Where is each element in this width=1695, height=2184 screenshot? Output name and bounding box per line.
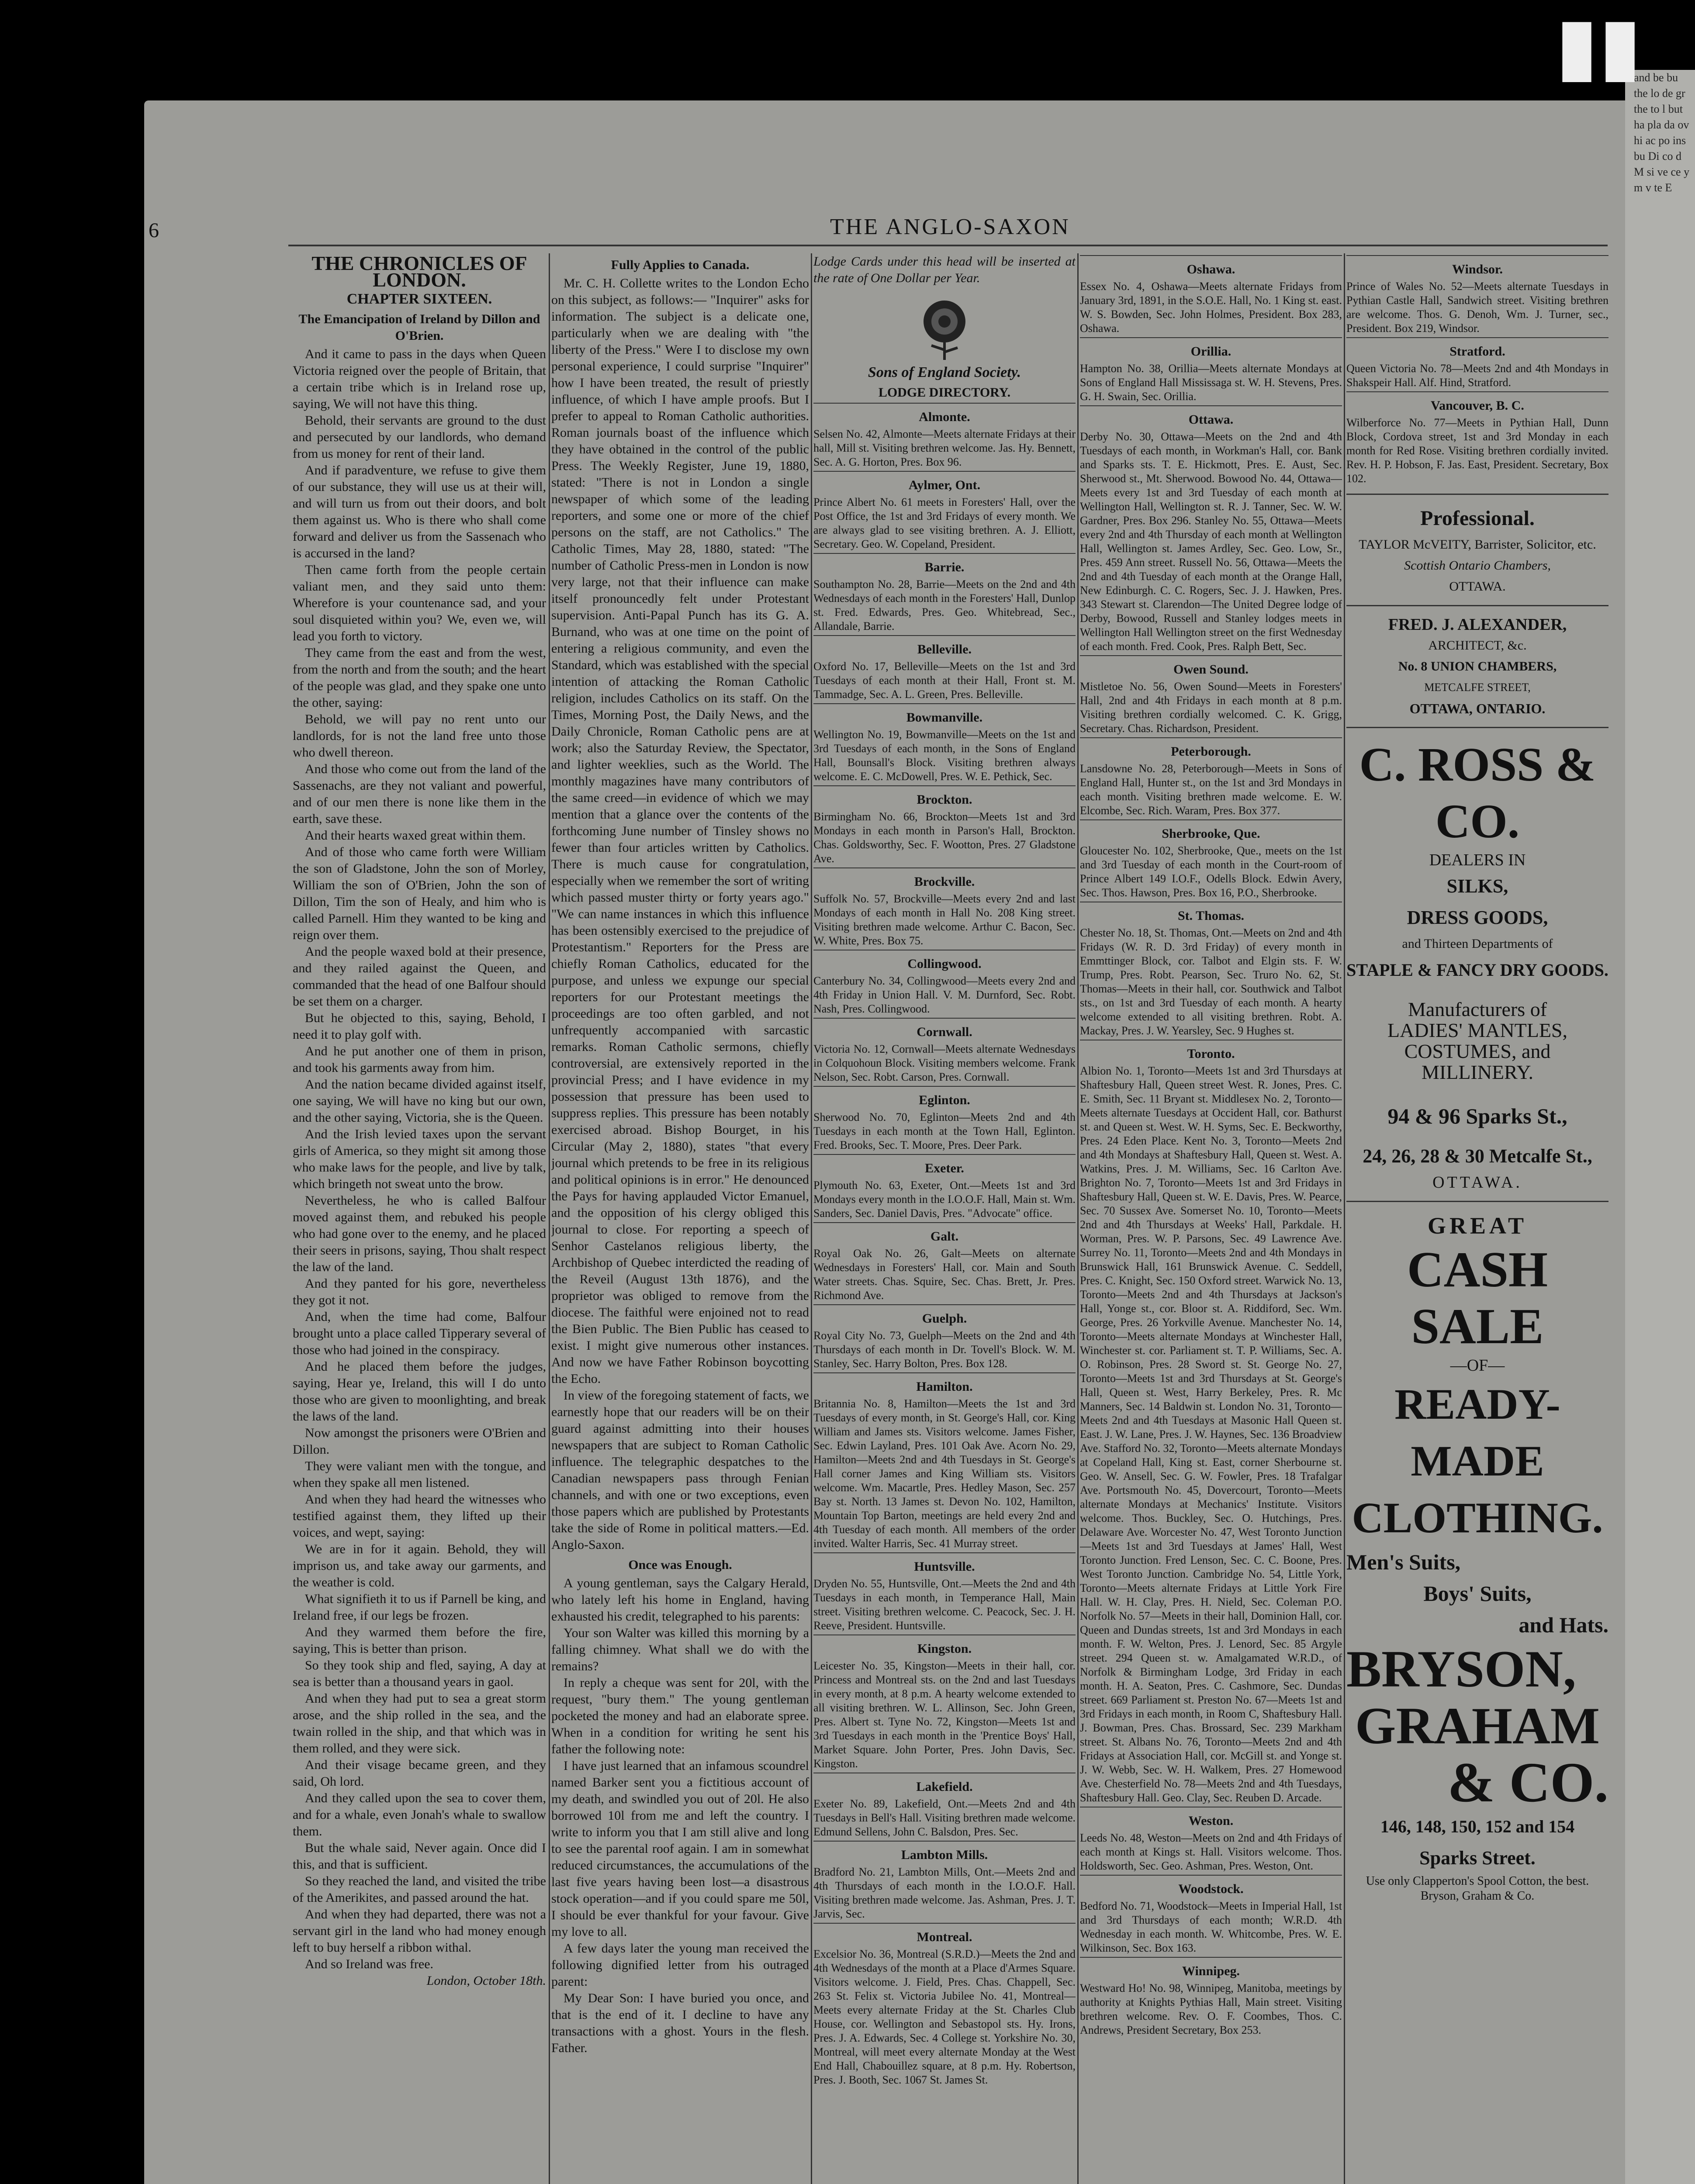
paragraph: A few days later the young man received the following dignified letter from his outraged parent: <box>551 1941 809 1989</box>
lodge-place: Lambton Mills. <box>901 1848 988 1862</box>
paragraph: And their hearts waxed great within them. <box>305 828 526 843</box>
lodge-entry <box>1080 405 1342 653</box>
lodge-place: Aylmer, Ont. <box>908 478 981 492</box>
article-title: THE CHRONICLES OF LONDON. <box>311 253 527 291</box>
paragraph: They came from the east and from the west, from the north and from the south; and the heart of the people was glad, and they spake one unto the other, saying: <box>293 646 546 710</box>
lodge-place: Owen Sound. <box>1173 662 1249 677</box>
lodge-text: Albion No. 1, Toronto—Meets 1st and 3rd Thursdays at Shaftesbury Hall, Queen street West. R. Jones, Pres. C. E. Smith, Sec. 11 Bryant st. Middlesex No. 2, Toronto—Meets alternate Tuesdays at Occident Hall, cor. Bathurst st. and Queen st. West. W. H. Syms, Sec. E. Beckworthy, Pres. 24 Eden Place. Kent No. 3, Toronto—Meets 2nd and 4th Mondays at Shaftesbury Hall, Queen st. West. A. Watkins, Pres. J. M. Williams, Sec. 16 Carlton Ave. Brighton No. 7, Toronto—Meets 1st and 3rd Fridays in Shaftesbury Hall, Queen st. W. E. Davis, Pres. W. Pearce, Sec. 70 Sussex Ave. Somerset No. 10, Toronto—Meets 2nd and 4th Thursdays at Weeks' Hall, Parkdale. H. Worman, Pres. W. P. Parsons, Sec. 49 Lawrence Ave. Surrey No. 11, Toronto—Meets 2nd and 4th Mondays in Brunswick Hall, 161 Brunswick Avenue. C. Seddell, Pres. C. Knight, Sec. 150 Oxford street. Warwick No. 13, Toronto—Meets 2nd and 4th Thursdays at Jackson's Hall, Yonge st., cor. Bloor st. A. Riddiford, Sec. Wm. George, Pres. 26 Yorkville Avenue. Manchester No. 14, Toronto—Meets alternate Mondays at Winchester Hall, Winchester st. cor. Parliament st. T. P. Williams, Sec. A. O. Robinson, Pres. 28 Sword st. St. George No. 27, Toronto—Meets 1st and 3rd Thursdays at St. George's Hall, Queen st. West, Harry Berkeley, Pres. R. Mc Manners, Sec. 14 Baldwin st. London No. 31, Toronto—Meets 2nd and 4th Tuesdays at Masonic Hall Queen st. East. J. W. Lane, Pres. J. W. Haynes, Sec. 136 Broadview Ave. Stafford No. 32, Toronto—Meets alternate Mondays at Copeland Hall, King st. East, corner Sherbourne st. Geo. W. Ansell, Sec. G. W. Fowler, Pres. 18 Trafalgar Ave. Portsmouth No. 45, Dovercourt, Toronto—Meets alternate Mondays at Mechanics' Institute. Visitors welcome. Thos. Buckley, Sec. O. Hutchings, Pres. Delaware Ave. Worcester No. 47, West Toronto Junction—Meets 1st and 3rd Tuesdays at James' Hall, West Toronto Junction. Fred Lenson, Sec. C. C. Boone, Pres. West Toronto Junction. Cambridge No. 54, Little York, Toronto—Meets alternate Fridays at Little York Fire Hall. W. H. Clay, Pres. H. Nield, Sec. Coleman P.O. Norfolk No. 57—Meets in their hall, Dominion Hall, cor. Queen and Dundas streets, 1st and 3rd Mondays in each month. F. W. Welton, Pres. J. Lenord, Sec. 85 Argyle street. 294 Queen st. w. Amalgamated W.R.D., of Norfolk & Birmingham Lodge, 3rd Friday in each month. H. A. Seaton, Pres. C. Cashmore, Sec. Dundas street. 669 Parliament st. Preston No. 67—Meets 1st and 3rd Fridays in each month, in Room C, Shaftesbury Hall. J. Bowman, Pres. Chas. Brossard, Sec. 239 Markham street. St. Albans No. 76, Toronto—Meets 2nd and 4th Fridays at Association Hall, cor. McGill st. and Yonge st. J. W. Webb, Sec. W. H. Walkem, Pres. 27 Homewood Ave. Chesterfield No. 78—Meets 2nd and 4th Tuesdays, Shaftesbury Hall. Geo. Clay, Sec. Reuben D. Arcade. <box>1080 1064 1342 1804</box>
paragraph: In reply a cheque was sent for 20l, with the request, "bury them." The young gentleman pocketed the money and had an elaborate spree. When in a condition for writing he sent his father the following note: <box>551 1676 809 1756</box>
column-editorial <box>551 253 809 2184</box>
lodge-place: Eglinton. <box>919 1093 970 1107</box>
ross-mfr: Manufacturers of <box>1408 998 1547 1020</box>
column-rule <box>1344 253 1345 2184</box>
lodge-place: Woodstock. <box>1178 1882 1244 1896</box>
paragraph: They were valiant men with the tongue, and when they spake all men listened. <box>293 1459 546 1490</box>
lodge-entry <box>1080 1875 1342 1955</box>
lodge-text: Essex No. 4, Oshawa—Meets alternate Fridays from January 3rd, 1891, in the S.O.E. Hall, No. 1 King st. east. W. S. Bowden, Sec. John Holmes, President. Box 283, Oshawa. <box>1080 280 1342 335</box>
lodge-place: Orillia. <box>1190 344 1231 359</box>
ross-dress: DRESS GOODS, <box>1407 907 1548 928</box>
bryson-boys: Boys' Suits, <box>1423 1581 1532 1606</box>
bryson-great: GREAT <box>1427 1213 1528 1239</box>
lodge-place: Stratford. <box>1449 344 1505 359</box>
lodge-entry <box>813 1841 1076 1921</box>
lodge-entry <box>813 1018 1076 1084</box>
page-number: 6 <box>149 219 159 242</box>
lodge-entry <box>813 553 1076 633</box>
paragraph: In view of the foregoing statement of facts, we earnestly hope that our readers will be on their guard against admitting into their houses newspapers that are subject to Roman Catholic influence. The telegraphic despatches to the Canadian newspapers pass through Fenian channels, and with one or two exceptions, even those papers which are published by Protestants take the side of Rome in political matters.—Ed. Anglo-Saxon. <box>551 1388 809 1552</box>
rose-emblem-icon <box>914 295 975 361</box>
lodge-text: Birmingham No. 66, Brockton—Meets 1st and 3rd Mondays in each month in Parson's Hall, Brockton. Chas. Goldsworthy, Sec. F. Wootton, Pres. 27 Gladstone Ave. <box>813 810 1076 865</box>
lodge-entry <box>813 867 1076 948</box>
lodge-place: Vancouver, B. C. <box>1431 398 1524 413</box>
divider <box>1346 494 1609 495</box>
lodge-entry <box>813 635 1076 702</box>
architect-address: No. 8 UNION CHAMBERS, <box>1398 659 1557 674</box>
bryson-street: Sparks Street. <box>1419 1847 1536 1869</box>
lodge-text: Wellington No. 19, Bowmanville—Meets on the 1st and 3rd Tuesdays of each month, in the Sons of England Hall, Bounsall's Block. Visiting brethren always welcome. E. C. McDowell, Pres. W. E. Pethick, Sec. <box>813 728 1076 783</box>
paragraph: And when they had departed, there was not a servant girl in the land who had money enough left to buy herself a ribbon withal. <box>293 1907 546 1955</box>
lodge-place: Montreal. <box>917 1930 972 1944</box>
lodge-place: Lakefield. <box>916 1780 973 1794</box>
lodge-place: Oshawa. <box>1186 262 1235 276</box>
column-chronicles <box>293 253 546 2184</box>
bryson-address: 146, 148, 150, 152 and 154 <box>1380 1817 1575 1836</box>
divider <box>1346 605 1609 606</box>
lodge-entry <box>1080 1040 1342 1805</box>
lodge-text: Hampton No. 38, Orillia—Meets alternate Mondays at Sons of England Hall Mississaga st. W. H. Stevens, Pres. G. H. Swain, Sec. Orillia. <box>1080 362 1342 403</box>
lodge-entry <box>813 1304 1076 1371</box>
paragraph: And of those who came forth were William the son of Gladstone, John the son of Morley, William the son of O'Brien, John the son of Dillon, Tim the son of Healy, and him who is called Parnell. Him they wanted to be king and reign over them. <box>293 845 546 942</box>
bryson-name-1: BRYSON, <box>1346 1640 1576 1698</box>
lodge-entry <box>813 1372 1076 1551</box>
paragraph: And the Irish levied taxes upon the servant girls of America, so they might sit among those who make laws for the people, and live by talk, which bringeth not sweat unto the brow. <box>293 1127 546 1191</box>
professional-card: TAYLOR McVEITY, Barrister, Solicitor, etc. <box>1359 537 1596 552</box>
lodge-place: Almonte. <box>919 410 970 424</box>
lodge-place: Barrie. <box>924 560 965 574</box>
lodge-entry <box>813 1154 1076 1220</box>
paragraph: We are in for it again. Behold, they will imprison us, and take away our garments, and the weather is cold. <box>293 1542 546 1590</box>
lodge-list <box>813 403 1076 2087</box>
ross-address-2: 24, 26, 28 & 30 Metcalfe St., <box>1363 1145 1592 1167</box>
column-rule <box>811 253 812 2184</box>
lodge-entry <box>1080 337 1342 404</box>
article-title-2: Once was Enough. <box>628 1558 732 1572</box>
bryson-note: Use only Clapperton's Spool Cotton, the best. Bryson, Graham & Co. <box>1366 1874 1589 1903</box>
bryson-mens: Men's Suits, <box>1346 1550 1461 1574</box>
paragraph: And when they had put to sea a great storm arose, and the ship rolled in the sea, and the twain rolled in the ship, and that which was in them rolled, and they were sick. <box>293 1691 546 1755</box>
lodge-entry <box>813 785 1076 866</box>
ross-name: C. ROSS & CO. <box>1359 738 1596 848</box>
bryson-of: —OF— <box>1450 1356 1505 1375</box>
header-rule <box>288 245 1608 246</box>
paragraph: And, when the time had come, Balfour brought unto a place called Tipperary several of those who had joined in the conspiracy. <box>293 1310 546 1357</box>
lodge-text: Prince of Wales No. 52—Meets alternate Tuesdays in Pythian Castle Hall, Sandwich street. Visiting brethren are welcome. Thos. G. Denoh, Wm. J. Turner, sec., President. Box 219, Windsor. <box>1346 280 1609 335</box>
paragraph: And they panted for his gore, nevertheless they got it not. <box>293 1276 546 1307</box>
lodge-place: Exeter. <box>925 1161 964 1175</box>
paragraph: So they took ship and fled, saying, A day at sea is better than a thousand years in gaol. <box>293 1658 546 1689</box>
lodge-text: Prince Albert No. 61 meets in Foresters' Hall, over the Post Office, the 1st and 3rd Fridays of every month. We are always glad to see visiting brethren. A. J. Elliott, Secretary. Geo. W. Copeland, President. <box>813 496 1076 550</box>
paragraph: Then came forth from the people certain valiant men, and they said unto them: Wherefore is your countenance sad, and your soul disquieted within you? We, even we, will lead you forth to victory. <box>293 563 546 643</box>
paragraph: So they reached the land, and visited the tribe of the Amerikites, and passed around the hat. <box>293 1874 546 1905</box>
paragraph: And their visage became green, and they said, Oh lord. <box>293 1758 546 1789</box>
lodge-place: Huntsville. <box>914 1559 975 1574</box>
lodge-place: Weston. <box>1188 1814 1234 1828</box>
adjacent-page-edge <box>1625 70 1695 2184</box>
lodge-text: Lansdowne No. 28, Peterborough—Meets in Sons of England Hall, Hunter st., on the 1st and 3rd Mondays in each month. Visiting brethren made welcome. E. W. Elcombe, Sec. Rich. Waram, Pres. Box 377. <box>1080 762 1342 817</box>
article-body-2 <box>551 1575 809 2056</box>
article-body <box>551 275 809 1553</box>
lodge-place: Windsor. <box>1452 262 1503 276</box>
ross-depts: and Thirteen Departments of <box>1402 936 1553 951</box>
lodge-entry <box>813 1635 1076 1771</box>
lodge-text: Royal Oak No. 26, Galt—Meets on alternate Wednesdays in Foresters' Hall, cor. Main and South Water streets. Chas. Squire, Sec. Chas. Brett, Jr. Pres. Richmond Ave. <box>813 1247 1076 1302</box>
lodge-entry <box>1080 737 1342 818</box>
film-marks: ▮▮ <box>1555 0 1642 91</box>
ross-city: OTTAWA. <box>1432 1173 1522 1192</box>
ross-address-1: 94 & 96 Sparks St., <box>1387 1104 1567 1128</box>
lodge-text: Bedford No. 71, Woodstock—Meets in Imperial Hall, 1st and 3rd Thursdays of each month; W.R.D. 4th Wednesday in each month. W. Whitcombe, Pres. W. E. Wilkinson, Sec. Box 163. <box>1080 1900 1342 1954</box>
lodge-entry <box>1080 902 1342 1038</box>
masthead: THE ANGLO-SAXON <box>830 214 1070 239</box>
column-rule <box>1077 253 1079 2184</box>
lodge-entry <box>813 703 1076 784</box>
lodge-text: Wilberforce No. 77—Meets in Pythian Hall, Dunn Block, Cordova street, 1st and 3rd Monday in each month for Red Rose. Visiting brethren cordially invited. Rev. H. P. Hobson, F. Jas. East, President. Secretary, Box 102. <box>1346 416 1609 485</box>
lodge-text: Royal City No. 73, Guelph—Meets on the 2nd and 4th Thursdays of each month in Dr. Tovell's Block. W. M. Stanley, Sec. Harry Bolton, Pres. Box 128. <box>813 1329 1076 1370</box>
lodge-entry <box>813 1086 1076 1152</box>
divider <box>1346 727 1609 728</box>
lodge-text: Bradford No. 21, Lambton Mills, Ont.—Meets 2nd and 4th Thursdays of each month in the I.O.O.F. Hall. Visiting brethren made welcome. Jas. Ashman, Pres. J. T. Jarvis, Sec. <box>813 1866 1076 1920</box>
ross-dealers: DEALERS IN <box>1429 851 1526 869</box>
lodge-text: Canterbury No. 34, Collingwood—Meets every 2nd and 4th Friday in Union Hall. V. M. Durnford, Sec. Robt. Nash, Pres. Collingwood. <box>813 975 1076 1015</box>
lodge-place: Winnipeg. <box>1182 1964 1240 1978</box>
paragraph: Nevertheless, he who is called Balfour moved against them, and rebuked his people who had gone over to the enemy, and he placed their seers in prisons, saying, Thou shalt respect the law of the land. <box>293 1193 546 1274</box>
ross-mantles: LADIES' MANTLES, <box>1387 1019 1568 1041</box>
article-title: Fully Applies to Canada. <box>611 258 750 272</box>
lodge-text: Leicester No. 35, Kingston—Meets in their hall, cor. Princess and Montreal sts. on the 2nd and last Tuesdays in every month, at 8 p.m. A hearty welcome extended to all visiting brethren. W. L. Allinson, Sec. John Green, Pres. Albert st. Tyne No. 72, Kingston—Meets 1st and 3rd Tuesdays in each month in the 'Prentice Boys' Hall, Market Square. John Porter, Pres. John Davis, Sec. Kingston. <box>813 1659 1076 1770</box>
professional-card-line: Scottish Ontario Chambers, <box>1404 558 1551 573</box>
lodge-text: Oxford No. 17, Belleville—Meets on the 1st and 3rd Tuesdays of each month at their Hall, Front st. M. Tammadge, Sec. A. L. Green, Pres. Belleville. <box>813 660 1076 701</box>
lodge-place: Collingwood. <box>907 957 982 971</box>
lodge-text: Leeds No. 48, Weston—Meets on 2nd and 4th Fridays of each month at Kings st. Hall. Visitors welcome. Thos. Holdsworth, Sec. Geo. Ashman, Pres. Weston, Ont. <box>1080 1832 1342 1872</box>
lodge-entry <box>1080 1957 1342 2037</box>
paragraph: And if paradventure, we refuse to give them of our substance, they will use us at their will, and will turn us from out their doors, and bolt them against us. Who is there who shall come forward and deliver us from the Sassenach who is accursed in the land? <box>293 463 546 560</box>
ross-staple: STAPLE & FANCY DRY GOODS. <box>1346 960 1609 980</box>
column-lodge-directory-2 <box>1080 253 1342 2184</box>
column-lodge-directory <box>813 253 1076 2184</box>
ross-silks: SILKS, <box>1446 875 1508 897</box>
lodge-text: Dryden No. 55, Huntsville, Ont.—Meets the 2nd and 4th Tuesdays in each month, in Temperance Hall, Main street. Visiting brethren welcome. C. Peacock, Sec. J. H. Reeve, President. Huntsville. <box>813 1577 1076 1632</box>
ross-millinery: MILLINERY. <box>1422 1061 1533 1083</box>
paragraph: What signifieth it to us if Parnell be king, and Ireland free, if our legs be frozen. <box>293 1592 546 1623</box>
lodge-place: Toronto. <box>1187 1047 1235 1061</box>
paragraph: And it came to pass in the days when Queen Victoria reigned over the people of Britain, that a certain tribe which is in Ireland rose up, saying, We will not have this thing. <box>293 347 546 411</box>
lodge-entry <box>1346 337 1609 390</box>
professional-card-line: OTTAWA. <box>1449 579 1506 594</box>
lodge-entry <box>1346 255 1609 335</box>
lodge-place: Brockville. <box>914 874 975 889</box>
article-subtitle: The Emancipation of Ireland by Dillon and O'Brien. <box>298 312 540 343</box>
paragraph: And he put another one of them in prison, and took his garments away from him. <box>293 1044 546 1075</box>
lodge-text: Chester No. 18, St. Thomas, Ont.—Meets on 2nd and 4th Fridays (W. R. D. 3rd Friday) of every month in Emmttinger Block, cor. Talbot and Elgin sts. F. W. Trump, Pres. Robt. Pearson, Sec. Truro No. 62, St. Thomas—Meets in their hall, cor. Southwick and Talbot sts., on 1st and 3rd Tuesday of each month. A hearty welcome extended to all visiting brethren. Robt. A. Mackay, Pres. J. W. Yearsley, Sec. 9 Hughes st. <box>1080 926 1342 1037</box>
paragraph: A young gentleman, says the Calgary Herald, who lately left his home in England, having exhausted his credit, telegraphed to his parents: <box>551 1576 809 1624</box>
lodge-text: Gloucester No. 102, Sherbrooke, Que., meets on the 1st and 3rd Tuesday of each month in the Court-room of Prince Albert 149 I.O.F., Odells Block. Edwin Avery, Sec. Thos. Hawson, Pres. Box 16, P.O., Sherbrooke. <box>1080 844 1342 899</box>
lodge-entry <box>1080 1807 1342 1873</box>
lodge-text: Sherwood No. 70, Eglinton—Meets 2nd and 4th Tuesdays in each month at the Town Hall, Eglinton. Fred. Brooks, Sec. T. Moore, Pres. Deer Park. <box>813 1111 1076 1151</box>
paragraph: Mr. C. H. Collette writes to the London Echo on this subject, as follows:— "Inquirer" asks for information. The subject is a delicate one, particularly when we are dealing with "the liberty of the Press." Were I to disclose my own personal experience, I could surprise "Inquirer" how I have been treated, the result of priestly influence, of which I have ample proofs. But I prefer to appeal to Roman Catholic authorities. Roman journals boast of the influence which they have obtained in the control of the public Press. The Weekly Register, June 19, 1880, stated: "There is not in London a single newspaper of which some of the leading reporters, and some one or more of the chief persons on the staff, are not Catholics." The Catholic Times, May 28, 1880, stated: "The number of Catholic Press-men in London is now very large, not that their influence can make itself pronouncedly felt under Protestant supervision. Anti-Papal Punch has its G. A. Burnand, who was at one time on the point of entering a religious community, and even the Standard, which was established with the special intention of attacking the Roman Catholic religion, includes Catholics on its staff. On the Times, Morning Post, the Daily News, and the Daily Chronicle, Roman Catholic pens are at work; also the Saturday Review, the Spectator, and lighter weeklies, such as the World. The monthly magazines have many contributors of the same creed—in evidence of which we may mention that a glance over the contents of the forthcoming June number of Tinsley shows no fewer than four articles written by Catholics. There is much cause for congratulation, especially when we remember the sort of writing which passed muster thirty or forty years ago." "We can name instances in which this influence has been ostensibly exercised to the prejudice of Protestantism." Reporters for the Press are chiefly Roman Catholics, educated for the purpose, and unless we expunge our special reporters for our Protestant meetings the proceedings are too often garbled, and not unfrequently accompanied with sarcastic remarks. Roman Catholic sermons, chiefly controversial, are extensively reported in the provincial Press; and I have evidence in my possession that pressure has been used to suppress replies. This pressure has been notably exercised abroad. Bishop Bourget, in his Circular (May 2, 1880), states "that every journal which pretends to be free in its religious and political opinions is in error." He denounced the Pays for having applauded Victor Emanuel, and the opposition of his clergy obliged this journal to close. For reporting a speech of Senhor Castelanos religious liberty, the Archbishop of Quebec interdicted the reading of the Reveil (August 13th 1876), and the proprietor was obliged to remove from the diocese. The faithful were enjoined not to read the Bien Public. The Bien Public has ceased to exist. I might give numerous other instances. And now we have Father Robinson boycotting the Echo. <box>551 276 809 1386</box>
architect-city: OTTAWA, ONTARIO. <box>1409 701 1546 716</box>
paragraph: And they called upon the sea to cover them, and for a whale, even Jonah's whale to swallow them. <box>293 1791 546 1838</box>
lodge-text: Exeter No. 89, Lakefield, Ont.—Meets 2nd and 4th Tuesdays in Bell's Hall. Visiting brethren made welcome. Edmund Sellens, John C. Balsdon, Pres. Sec. <box>813 1797 1076 1838</box>
bryson-ready-made: READY-MADE <box>1394 1380 1560 1485</box>
architect-name: FRED. J. ALEXANDER, <box>1388 615 1567 634</box>
lodge-text: Queen Victoria No. 78—Meets 2nd and 4th Mondays in Shakspeir Hall. Alf. Hind, Stratford. <box>1346 362 1609 389</box>
paragraph: My Dear Son: I have buried you once, and that is the end of it. I decline to have any transactions with a ghost. Yours in the flesh. Father. <box>551 1991 809 2055</box>
lodge-text: Derby No. 30, Ottawa—Meets on the 2nd and 4th Tuesdays of each month, in Workman's Hall, cor. Bank and Sparks sts. T. E. Hickmott, Pres. E. Aust, Sec. Sherwood st., Mt. Sherwood. Bowood No. 44, Ottawa—Meets every 1st and 3rd Tuesday of each month at Wellington Hall, Wellington st. R. J. Tanner, Sec. W. W. Gardner, Pres. Box 296. Stanley No. 55, Ottawa—Meets every 2nd and 4th Thursday of each month at Wellington Hall, Wellington st. James Ardley, Sec. Geo. Low, Sr., Pres. 459 Ann street. Russell No. 56, Ottawa—Meets the 2nd and 4th Tuesday of each month at the Orange Hall, New Edinburgh. C. C. Rogers, Sec. J. J. Hawken, Pres. 343 Stewart st. Clarendon—The United Degree lodge of Derby, Bowood, Russell and Stanley lodges meets in Wellington Hall Wellington street on the first Wednesday of each month. Fred. Cook, Pres. Ralph Bett, Sec. <box>1080 430 1342 653</box>
lodge-text: Selsen No. 42, Almonte—Meets alternate Fridays at their hall, Mill st. Visiting brethren welcome. Jas. Hy. Bennett, Sec. A. G. Horton, Pres. Box 96. <box>813 428 1076 468</box>
lodge-text: Suffolk No. 57, Brockville—Meets every 2nd and last Mondays of each month in Hall No. 208 King street. Visiting brethren made welcome. Arthur C. Bacon, Sec. W. White, Pres. Box 75. <box>813 892 1076 947</box>
paragraph: But he objected to this, saying, Behold, I need it to play golf with. <box>293 1011 546 1042</box>
paragraph: Now amongst the prisoners were O'Brien and Dillon. <box>293 1426 546 1457</box>
lodge-list <box>1346 255 1609 486</box>
lodge-place: Guelph. <box>922 1311 967 1326</box>
lodge-place: Bowmanville. <box>906 710 983 725</box>
lodge-text: Victoria No. 12, Cornwall—Meets alternate Wednesdays in Colquohoun Block. Visiting members welcome. Frank Nelson, Sec. Robt. Carson, Pres. Cornwall. <box>813 1043 1076 1083</box>
architect-street: METCALFE STREET, <box>1424 681 1531 694</box>
directory-heading: LODGE DIRECTORY. <box>878 385 1011 400</box>
bryson-name-2: GRAHAM <box>1355 1697 1600 1755</box>
lodge-place: Peterborough. <box>1171 744 1251 759</box>
paragraph: And those who come out from the land of the Sassenachs, are they not valiant and powerful, and of our men there is none like them in the earth, save these. <box>293 762 546 826</box>
lodge-text: Westward Ho! No. 98, Winnipeg, Manitoba, meetings by authority at Knights Pythias Hall, Main street. Visiting brethren welcome. Rev. O. F. Coombes, Thos. C. Andrews, President Secretary, Box 253. <box>1080 1982 1342 2036</box>
society-name: Sons of England Society. <box>868 364 1021 380</box>
lodge-place: St. Thomas. <box>1178 909 1244 923</box>
paragraph: And the people waxed bold at their presence, and they railed against the Queen, and commanded that the head of one Balfour should be set them on a charger. <box>293 944 546 1009</box>
lodge-entry <box>1346 391 1609 486</box>
lodge-place: Brockton. <box>917 792 972 807</box>
lodge-place: Hamilton. <box>916 1379 973 1394</box>
lodge-entry <box>1080 819 1342 900</box>
lodge-list <box>1080 255 1342 2037</box>
lodge-entry <box>813 403 1076 469</box>
ross-costumes: COSTUMES, and <box>1404 1040 1551 1062</box>
bryson-clothing: CLOTHING. <box>1352 1493 1603 1542</box>
lodge-place: Galt. <box>930 1229 959 1244</box>
lodge-text: Southampton No. 28, Barrie—Meets on the 2nd and 4th Wednesdays of each month in the Foresters' Hall, Dunlop st. Fred. Edwards, Pres. Geo. Whitebread, Sec., Allandale, Barrie. <box>813 578 1076 632</box>
lodge-entry <box>813 950 1076 1016</box>
column-rule <box>549 253 550 2184</box>
paragraph: Behold, their servants are ground to the dust and persecuted by our landlords, who demand from us money for rent of their land. <box>293 413 546 461</box>
lodge-notice: Lodge Cards under this head will be inserted at the rate of One Dollar per Year. <box>813 254 1076 285</box>
paragraph: And so Ireland was free. <box>305 1957 434 1971</box>
lodge-entry <box>1080 255 1342 335</box>
column-advertisements <box>1346 253 1609 2184</box>
paragraph: And they warmed them before the fire, saying, This is better than prison. <box>293 1625 546 1656</box>
lodge-entry <box>1080 655 1342 736</box>
bryson-cash-sale: CASH SALE <box>1407 1242 1548 1355</box>
lodge-text: Mistletoe No. 56, Owen Sound—Meets in Foresters' Hall, 2nd and 4th Fridays in each month at 8 p.m. Visiting brethren cordially welcomed. C. K. Grigg, Secretary. Chas. Richardson, President. <box>1080 680 1342 735</box>
lodge-text: Plymouth No. 63, Exeter, Ont.—Meets 1st and 3rd Mondays every month in the I.O.O.F. Hall, Main st. Wm. Sanders, Sec. Daniel Davis, Pres. "Advocate" office. <box>813 1179 1076 1220</box>
lodge-entry <box>813 1923 1076 2087</box>
lodge-text: Excelsior No. 36, Montreal (S.R.D.)—Meets the 2nd and 4th Wednesdays of the month at a Place d'Armes Square. Visitors welcome. J. Field, Pres. Chas. Chappell, Sec. 263 St. Felix st. Victoria Jubilee No. 41, Montreal—Meets every alternate Friday at the St. Charles Club House, cor. Wellington and Sebastopol sts. Hy. Irons, Pres. J. A. Edwards, Sec. 4 College st. Yorkshire No. 30, Montreal, will meet every alternate Monday at the West End Hall, Chabouillez square, at 8 p.m. Hy. Robertson, Pres. J. Booth, Sec. 1067 St. James St. <box>813 1948 1076 2086</box>
paragraph: And he placed them before the judges, saying, Hear ye, Ireland, this will I do unto those who are given to moonlighting, and break the laws of the land. <box>293 1359 546 1424</box>
lodge-place: Belleville. <box>917 642 972 657</box>
article-signoff: London, October 18th. <box>426 1973 546 1988</box>
paragraph: And the nation became divided against itself, one saying, We will have no king but our own, and the other saying, Victoria, she is the Queen. <box>293 1077 546 1125</box>
architect-role: ARCHITECT, &c. <box>1428 638 1527 653</box>
lodge-entry <box>813 1773 1076 1839</box>
chapter-heading: CHAPTER SIXTEEN. <box>346 291 492 307</box>
divider <box>1346 1201 1609 1202</box>
article-body <box>293 346 546 1973</box>
professional-heading: Professional. <box>1420 507 1535 530</box>
lodge-text: Britannia No. 8, Hamilton—Meets the 1st and 3rd Tuesdays of every month, in St. George's Hall, cor. King William and James sts. Visitors welcome. James Fisher, Sec. Edwin Layland, Pres. 101 Oak Ave. Acorn No. 29, Hamilton—Meets 2nd and 4th Tuesdays in St. George's Hall corner James and King William sts. Visitors welcome. Wm. Macartle, Pres. Hedley Mason, Sec. 257 Bay st. North. 13 James st. Devon No. 102, Hamilton, Mountain Top Barton, meetings are held every 2nd and 4th Tuesday of each month. All members of the order invited. Walter Harris, Sec. 41 Murray street. <box>813 1397 1076 1550</box>
paragraph: But the whale said, Never again. Once did I this, and that is sufficient. <box>293 1841 546 1872</box>
paragraph: And when they had heard the witnesses who testified against them, they lifted up their voices, and wept, saying: <box>293 1492 546 1540</box>
lodge-place: Sherbrooke, Que. <box>1162 826 1260 841</box>
paragraph: Your son Walter was killed this morning by a falling chimney. What shall we do with the remains? <box>551 1626 809 1673</box>
adjacent-page-text: and be bu the lo de gr the to l but ha pla da ov hi ac po ins bu Di co d M si ve ce y m v te E <box>1634 71 1690 194</box>
lodge-place: Kingston. <box>917 1641 972 1656</box>
lodge-place: Ottawa. <box>1188 412 1234 427</box>
paragraph: Behold, we will pay no rent unto our landlords, for is not the land free unto those who dwell thereon. <box>293 712 546 760</box>
bryson-hats: and Hats. <box>1519 1613 1609 1637</box>
paragraph: I have just learned that an infamous scoundrel named Barker sent you a fictitious account of my death, and swindled you out of 20l. He also borrowed 10l from me and left the country. I write to inform you that I am still alive and long to see the parental roof again. I am in somewhat reduced circumstances, the accumulations of the last five years having been lost—a disastrous stock operation—and if you could spare me 50l, I should be ever thankful for your favour. Give my love to all. <box>551 1759 809 1939</box>
lodge-entry <box>813 471 1076 551</box>
lodge-place: Cornwall. <box>917 1025 972 1039</box>
lodge-entry <box>813 1552 1076 1633</box>
lodge-entry <box>813 1222 1076 1303</box>
bryson-name-3: & CO. <box>1447 1751 1609 1814</box>
